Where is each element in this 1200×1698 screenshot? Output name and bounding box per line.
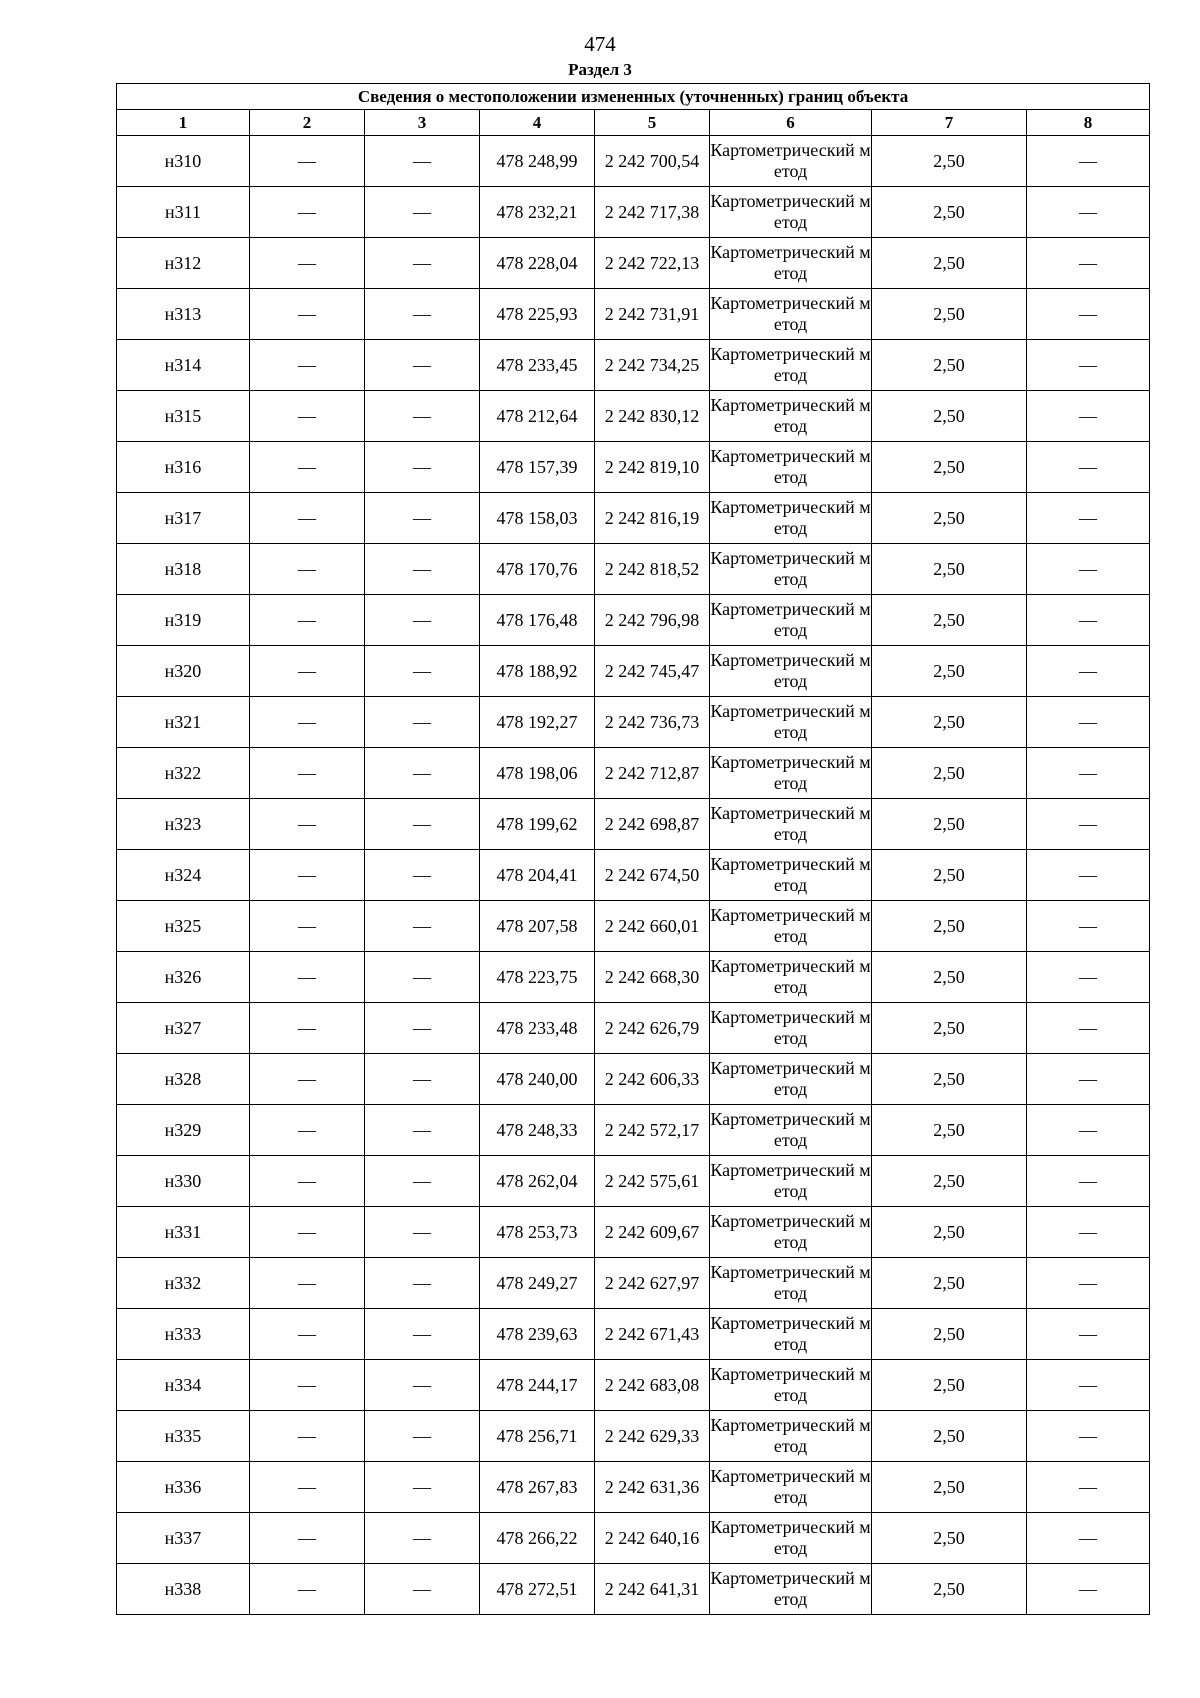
accuracy-cell: 2,50 [872,238,1027,289]
y-coord-cell: 2 242 819,10 [595,442,710,493]
accuracy-cell: 2,50 [872,1564,1027,1615]
point-id-cell: н325 [117,901,250,952]
point-id-cell: н314 [117,340,250,391]
method-cell: Картометрический метод [710,544,872,595]
method-cell: Картометрический метод [710,289,872,340]
point-id-cell: н338 [117,1564,250,1615]
col2-cell: — [250,391,365,442]
method-cell: Картометрический метод [710,697,872,748]
table-row [117,1054,1150,1105]
col2-cell: — [250,544,365,595]
point-id-cell: н322 [117,748,250,799]
col3-cell: — [365,595,480,646]
col8-cell: — [1027,1258,1150,1309]
page-number: 474 [584,32,616,56]
col2-cell: — [250,1054,365,1105]
col2-cell: — [250,1462,365,1513]
col8-cell: — [1027,697,1150,748]
method-cell: Картометрический метод [710,1105,872,1156]
col3-cell: — [365,1258,480,1309]
x-coord-cell: 478 233,45 [480,340,595,391]
accuracy-cell: 2,50 [872,1258,1027,1309]
y-coord-cell: 2 242 629,33 [595,1411,710,1462]
y-coord-cell: 2 242 640,16 [595,1513,710,1564]
method-cell: Картометрический метод [710,1003,872,1054]
y-coord-cell: 2 242 641,31 [595,1564,710,1615]
table-row [117,901,1150,952]
point-id-cell: н319 [117,595,250,646]
table-row [117,1462,1150,1513]
y-coord-cell: 2 242 736,73 [595,697,710,748]
y-coord-cell: 2 242 609,67 [595,1207,710,1258]
col3-cell: — [365,952,480,1003]
y-coord-cell: 2 242 722,13 [595,238,710,289]
col2-cell: — [250,799,365,850]
table-row [117,952,1150,1003]
col2-cell: — [250,1411,365,1462]
table-body [117,136,1150,1615]
method-cell: Картометрический метод [710,1309,872,1360]
col2-cell: — [250,697,365,748]
method-cell: Картометрический метод [710,1054,872,1105]
table-row [117,493,1150,544]
col2-cell: — [250,952,365,1003]
x-coord-cell: 478 256,71 [480,1411,595,1462]
accuracy-cell: 2,50 [872,493,1027,544]
method-cell: Картометрический метод [710,391,872,442]
col2-cell: — [250,493,365,544]
col3-cell: — [365,493,480,544]
col2-cell: — [250,1207,365,1258]
accuracy-cell: 2,50 [872,1054,1027,1105]
x-coord-cell: 478 207,58 [480,901,595,952]
col8-cell: — [1027,850,1150,901]
col3-cell: — [365,1309,480,1360]
col8-cell: — [1027,391,1150,442]
col3-cell: — [365,136,480,187]
x-coord-cell: 478 158,03 [480,493,595,544]
accuracy-cell: 2,50 [872,442,1027,493]
col3-cell: — [365,799,480,850]
y-coord-cell: 2 242 830,12 [595,391,710,442]
accuracy-cell: 2,50 [872,748,1027,799]
x-coord-cell: 478 176,48 [480,595,595,646]
col8-cell: — [1027,1054,1150,1105]
point-id-cell: н313 [117,289,250,340]
x-coord-cell: 478 248,99 [480,136,595,187]
point-id-cell: н317 [117,493,250,544]
col2-cell: — [250,1564,365,1615]
table-row [117,391,1150,442]
accuracy-cell: 2,50 [872,1462,1027,1513]
table-row [117,1564,1150,1615]
y-coord-cell: 2 242 745,47 [595,646,710,697]
point-id-cell: н332 [117,1258,250,1309]
col2-cell: — [250,1105,365,1156]
col2-cell: — [250,1003,365,1054]
x-coord-cell: 478 188,92 [480,646,595,697]
col2-cell: — [250,136,365,187]
column-number: 5 [595,110,710,136]
y-coord-cell: 2 242 575,61 [595,1156,710,1207]
col8-cell: — [1027,952,1150,1003]
col8-cell: — [1027,340,1150,391]
y-coord-cell: 2 242 626,79 [595,1003,710,1054]
col3-cell: — [365,442,480,493]
point-id-cell: н330 [117,1156,250,1207]
col2-cell: — [250,1360,365,1411]
x-coord-cell: 478 248,33 [480,1105,595,1156]
method-cell: Картометрический метод [710,595,872,646]
accuracy-cell: 2,50 [872,1105,1027,1156]
table-row [117,1258,1150,1309]
point-id-cell: н320 [117,646,250,697]
point-id-cell: н327 [117,1003,250,1054]
accuracy-cell: 2,50 [872,544,1027,595]
col3-cell: — [365,697,480,748]
accuracy-cell: 2,50 [872,952,1027,1003]
method-cell: Картометрический метод [710,1258,872,1309]
col8-cell: — [1027,442,1150,493]
y-coord-cell: 2 242 683,08 [595,1360,710,1411]
x-coord-cell: 478 225,93 [480,289,595,340]
table-row [117,136,1150,187]
x-coord-cell: 478 262,04 [480,1156,595,1207]
col3-cell: — [365,1156,480,1207]
accuracy-cell: 2,50 [872,1309,1027,1360]
point-id-cell: н328 [117,1054,250,1105]
x-coord-cell: 478 212,64 [480,391,595,442]
table-row [117,646,1150,697]
point-id-cell: н312 [117,238,250,289]
point-id-cell: н337 [117,1513,250,1564]
col3-cell: — [365,850,480,901]
accuracy-cell: 2,50 [872,1003,1027,1054]
col8-cell: — [1027,1360,1150,1411]
accuracy-cell: 2,50 [872,289,1027,340]
table-row [117,187,1150,238]
x-coord-cell: 478 267,83 [480,1462,595,1513]
method-cell: Картометрический метод [710,1462,872,1513]
method-cell: Картометрический метод [710,1564,872,1615]
y-coord-cell: 2 242 818,52 [595,544,710,595]
col8-cell: — [1027,1309,1150,1360]
method-cell: Картометрический метод [710,952,872,1003]
col3-cell: — [365,544,480,595]
col8-cell: — [1027,1003,1150,1054]
column-number: 6 [710,110,872,136]
col3-cell: — [365,1513,480,1564]
col2-cell: — [250,595,365,646]
x-coord-cell: 478 192,27 [480,697,595,748]
col8-cell: — [1027,1156,1150,1207]
table-row [117,1360,1150,1411]
column-number: 4 [480,110,595,136]
y-coord-cell: 2 242 606,33 [595,1054,710,1105]
y-coord-cell: 2 242 572,17 [595,1105,710,1156]
method-cell: Картометрический метод [710,1156,872,1207]
method-cell: Картометрический метод [710,901,872,952]
accuracy-cell: 2,50 [872,136,1027,187]
method-cell: Картометрический метод [710,799,872,850]
x-coord-cell: 478 253,73 [480,1207,595,1258]
x-coord-cell: 478 239,63 [480,1309,595,1360]
col3-cell: — [365,646,480,697]
point-id-cell: н324 [117,850,250,901]
y-coord-cell: 2 242 674,50 [595,850,710,901]
col8-cell: — [1027,493,1150,544]
x-coord-cell: 478 223,75 [480,952,595,1003]
table-row [117,442,1150,493]
method-cell: Картометрический метод [710,136,872,187]
col3-cell: — [365,748,480,799]
col3-cell: — [365,340,480,391]
method-cell: Картометрический метод [710,493,872,544]
col2-cell: — [250,1258,365,1309]
y-coord-cell: 2 242 717,38 [595,187,710,238]
col8-cell: — [1027,901,1150,952]
point-id-cell: н331 [117,1207,250,1258]
point-id-cell: н321 [117,697,250,748]
accuracy-cell: 2,50 [872,799,1027,850]
col3-cell: — [365,1207,480,1258]
x-coord-cell: 478 198,06 [480,748,595,799]
method-cell: Картометрический метод [710,1207,872,1258]
table-row [117,850,1150,901]
col2-cell: — [250,442,365,493]
x-coord-cell: 478 249,27 [480,1258,595,1309]
x-coord-cell: 478 240,00 [480,1054,595,1105]
y-coord-cell: 2 242 700,54 [595,136,710,187]
method-cell: Картометрический метод [710,1513,872,1564]
x-coord-cell: 478 204,41 [480,850,595,901]
column-number-row [117,110,1150,136]
col3-cell: — [365,901,480,952]
accuracy-cell: 2,50 [872,1156,1027,1207]
col2-cell: — [250,1156,365,1207]
y-coord-cell: 2 242 631,36 [595,1462,710,1513]
y-coord-cell: 2 242 734,25 [595,340,710,391]
y-coord-cell: 2 242 731,91 [595,289,710,340]
accuracy-cell: 2,50 [872,1207,1027,1258]
method-cell: Картометрический метод [710,1411,872,1462]
table-row [117,1411,1150,1462]
y-coord-cell: 2 242 671,43 [595,1309,710,1360]
col2-cell: — [250,748,365,799]
y-coord-cell: 2 242 712,87 [595,748,710,799]
table-row [117,697,1150,748]
x-coord-cell: 478 266,22 [480,1513,595,1564]
point-id-cell: н329 [117,1105,250,1156]
col8-cell: — [1027,187,1150,238]
table-row [117,238,1150,289]
col3-cell: — [365,1411,480,1462]
col2-cell: — [250,646,365,697]
col3-cell: — [365,1003,480,1054]
x-coord-cell: 478 228,04 [480,238,595,289]
point-id-cell: н336 [117,1462,250,1513]
x-coord-cell: 478 244,17 [480,1360,595,1411]
col2-cell: — [250,340,365,391]
column-number: 3 [365,110,480,136]
method-cell: Картометрический метод [710,646,872,697]
col8-cell: — [1027,799,1150,850]
boundary-table [116,83,1150,1615]
method-cell: Картометрический метод [710,850,872,901]
col3-cell: — [365,1105,480,1156]
col2-cell: — [250,187,365,238]
col8-cell: — [1027,1207,1150,1258]
table-row [117,289,1150,340]
col8-cell: — [1027,1462,1150,1513]
col8-cell: — [1027,1564,1150,1615]
method-cell: Картометрический метод [710,340,872,391]
accuracy-cell: 2,50 [872,697,1027,748]
y-coord-cell: 2 242 627,97 [595,1258,710,1309]
table-row [117,1207,1150,1258]
point-id-cell: н323 [117,799,250,850]
accuracy-cell: 2,50 [872,1360,1027,1411]
col8-cell: — [1027,1411,1150,1462]
y-coord-cell: 2 242 816,19 [595,493,710,544]
col3-cell: — [365,1462,480,1513]
col3-cell: — [365,391,480,442]
method-cell: Картометрический метод [710,187,872,238]
table-row [117,1105,1150,1156]
col8-cell: — [1027,136,1150,187]
accuracy-cell: 2,50 [872,850,1027,901]
point-id-cell: н335 [117,1411,250,1462]
point-id-cell: н333 [117,1309,250,1360]
accuracy-cell: 2,50 [872,187,1027,238]
x-coord-cell: 478 272,51 [480,1564,595,1615]
accuracy-cell: 2,50 [872,901,1027,952]
col2-cell: — [250,1309,365,1360]
col8-cell: — [1027,595,1150,646]
section-title: Раздел 3 [568,60,632,79]
accuracy-cell: 2,50 [872,1513,1027,1564]
col3-cell: — [365,1564,480,1615]
accuracy-cell: 2,50 [872,340,1027,391]
x-coord-cell: 478 157,39 [480,442,595,493]
table-row [117,595,1150,646]
point-id-cell: н316 [117,442,250,493]
col8-cell: — [1027,748,1150,799]
accuracy-cell: 2,50 [872,646,1027,697]
x-coord-cell: 478 199,62 [480,799,595,850]
table-row [117,340,1150,391]
method-cell: Картометрический метод [710,1360,872,1411]
accuracy-cell: 2,50 [872,391,1027,442]
column-number: 7 [872,110,1027,136]
table-row [117,748,1150,799]
y-coord-cell: 2 242 660,01 [595,901,710,952]
method-cell: Картометрический метод [710,442,872,493]
column-number: 8 [1027,110,1150,136]
col3-cell: — [365,289,480,340]
column-number: 1 [117,110,250,136]
table-row [117,1003,1150,1054]
col2-cell: — [250,289,365,340]
point-id-cell: н326 [117,952,250,1003]
col8-cell: — [1027,1105,1150,1156]
y-coord-cell: 2 242 668,30 [595,952,710,1003]
table-row [117,1309,1150,1360]
y-coord-cell: 2 242 796,98 [595,595,710,646]
accuracy-cell: 2,50 [872,595,1027,646]
table-row [117,544,1150,595]
col2-cell: — [250,1513,365,1564]
table-row [117,1513,1150,1564]
x-coord-cell: 478 233,48 [480,1003,595,1054]
point-id-cell: н311 [117,187,250,238]
point-id-cell: н334 [117,1360,250,1411]
x-coord-cell: 478 170,76 [480,544,595,595]
col8-cell: — [1027,544,1150,595]
method-cell: Картометрический метод [710,238,872,289]
col3-cell: — [365,1360,480,1411]
point-id-cell: н310 [117,136,250,187]
table-row [117,799,1150,850]
accuracy-cell: 2,50 [872,1411,1027,1462]
col3-cell: — [365,187,480,238]
col8-cell: — [1027,1513,1150,1564]
method-cell: Картометрический метод [710,748,872,799]
column-number: 2 [250,110,365,136]
point-id-cell: н318 [117,544,250,595]
col2-cell: — [250,238,365,289]
y-coord-cell: 2 242 698,87 [595,799,710,850]
col8-cell: — [1027,289,1150,340]
x-coord-cell: 478 232,21 [480,187,595,238]
table-row [117,1156,1150,1207]
col3-cell: — [365,238,480,289]
col2-cell: — [250,901,365,952]
col2-cell: — [250,850,365,901]
col8-cell: — [1027,238,1150,289]
table-caption: Сведения о местоположении измененных (уточненных) границ объекта [117,84,1150,110]
col8-cell: — [1027,646,1150,697]
point-id-cell: н315 [117,391,250,442]
col3-cell: — [365,1054,480,1105]
